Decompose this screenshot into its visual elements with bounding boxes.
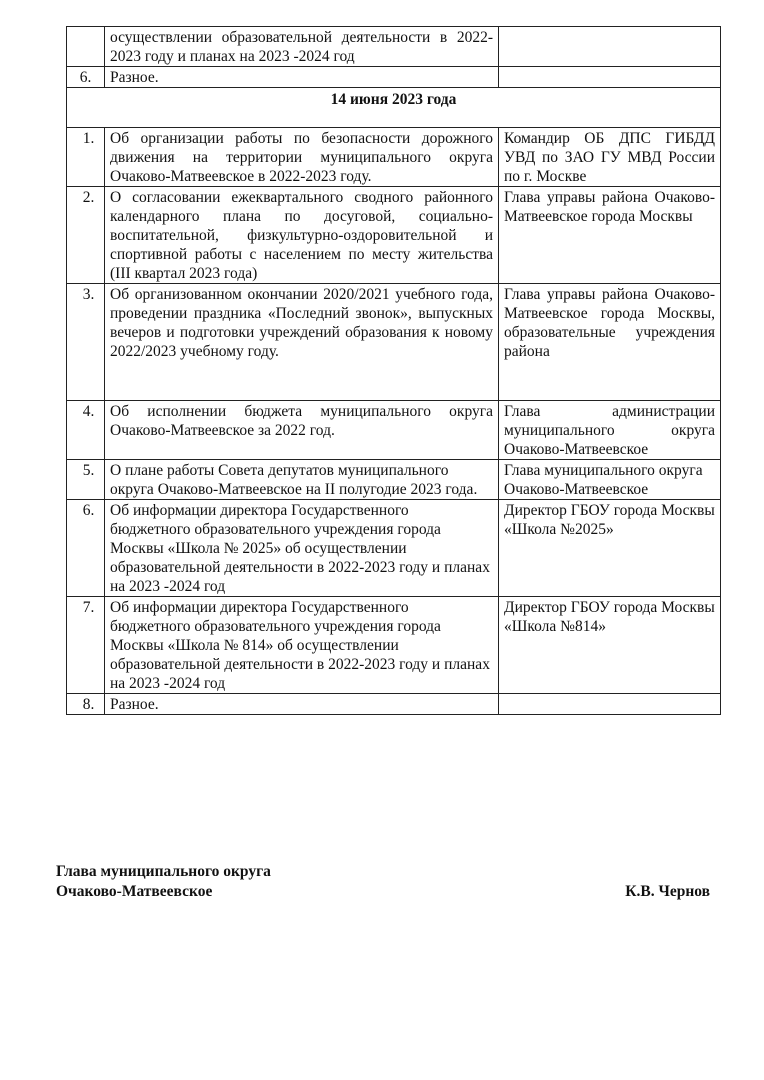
row-number-cell [67,284,105,401]
row-responsible-cell: Командир ОБ ДПС ГИБДД УВД по ЗАО ГУ МВД России по г. Москве [499,128,721,187]
agenda-table [66,26,721,715]
row-number: 7. [82,599,95,616]
row-responsible-cell: Глава управы района Очаково-Матвеевское города Москвы, образовательные учреждения района [499,284,721,401]
date-heading: 14 июня 2023 года [67,88,721,128]
signature-block [56,862,710,902]
row-responsible-cell [499,694,721,715]
row-topic-cell: Об информации директора Государственного бюджетного образовательного учреждения города Москвы «Школа № 2025» об осуществлении образовательной деятельности в 2022-2023 году и планах на 2023 -2024 год [105,500,499,597]
row-number-cell: 6. [67,67,105,88]
signature-name: К.В. Чернов [625,883,710,900]
row-topic-cell: О согласовании ежеквартального сводного районного календарного плана по досуговой, социально-воспитательной, физкультурно-оздоровительной и спортивной работы с населением по месту жительства (III квартал 2023 года) [105,187,499,284]
row-number: 2. [82,189,95,206]
row-topic-cell: Об исполнении бюджета муниципального округа Очаково-Матвеевское за 2022 год. [105,401,499,460]
row-number-cell [67,187,105,284]
row-responsible-cell [499,27,721,67]
row-number-cell [67,401,105,460]
row-number: 1. [82,130,95,147]
row-topic-cell: осуществлении образовательной деятельности в 2022-2023 году и планах на 2023 -2024 год [105,27,499,67]
row-topic-cell: Разное. [105,67,499,88]
table-row [67,27,721,67]
row-responsible-cell [499,67,721,88]
row-responsible-cell: Директор ГБОУ города Москвы «Школа №814» [499,597,721,694]
row-number: 3. [82,286,95,303]
row-number-cell [67,460,105,500]
row-number: 8. [82,696,95,713]
table-row [67,597,721,694]
table-row [67,284,721,401]
table-row [67,187,721,284]
date-heading-row [67,88,721,128]
row-topic-cell: О плане работы Совета депутатов муниципального округа Очаково-Матвеевское на II полугодие 2023 года. [105,460,499,500]
table-row [67,460,721,500]
signature-title-line1: Глава муниципального округа [56,863,271,880]
row-number-cell [67,128,105,187]
row-topic-cell: Разное. [105,694,499,715]
table-row [67,500,721,597]
row-number-cell [67,500,105,597]
signature-title-line2: Очаково-Матвеевское [56,883,213,900]
row-responsible-cell: Глава управы района Очаково-Матвеевское города Москвы [499,187,721,284]
table-row [67,694,721,715]
table-row [67,128,721,187]
row-number: 4. [82,403,95,420]
row-number-cell [67,27,105,67]
row-topic-cell: Об организации работы по безопасности дорожного движения на территории муниципального округа Очаково-Матвеевское в 2022-2023 году. [105,128,499,187]
row-topic-cell: Об информации директора Государственного бюджетного образовательного учреждения города Москвы «Школа № 814» об осуществлении образовательной деятельности в 2022-2023 году и планах на 2023 -2024 год [105,597,499,694]
row-number: 5. [82,462,95,479]
table-row [67,401,721,460]
row-number-cell [67,597,105,694]
row-responsible-cell: Глава администрации муниципального округа Очаково-Матвеевское [499,401,721,460]
row-topic-cell: Об организованном окончании 2020/2021 учебного года, проведении праздника «Последний звонок», выпускных вечеров и подготовки учреждений образования к новому 2022/2023 учебному году. [105,284,499,401]
row-responsible-cell: Глава муниципального округа Очаково-Матвеевское [499,460,721,500]
row-responsible-cell: Директор ГБОУ города Москвы «Школа №2025» [499,500,721,597]
row-number-cell [67,694,105,715]
row-number: 6. [82,502,95,519]
table-row [67,67,721,88]
